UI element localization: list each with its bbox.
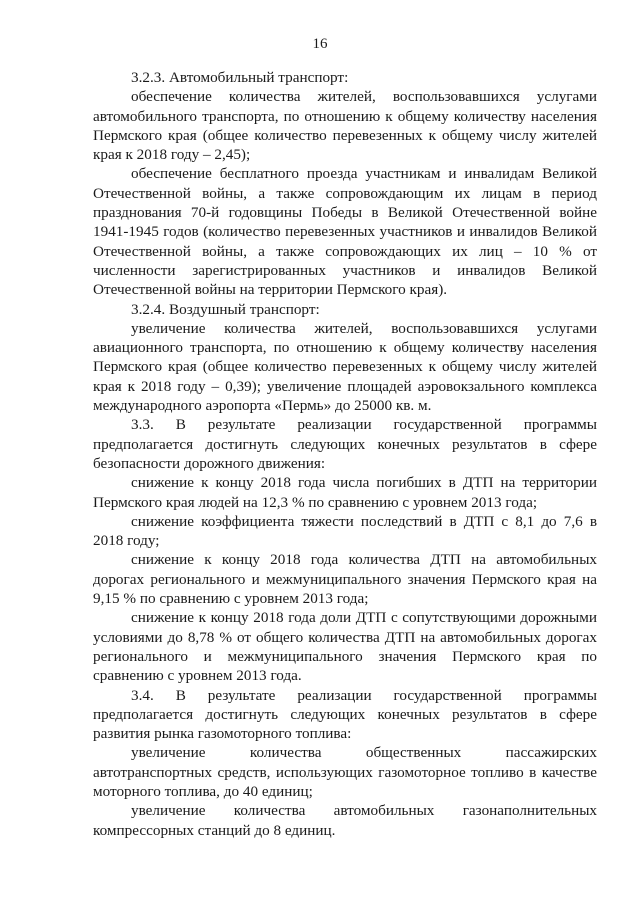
paragraph-3-3-road-safety: 3.3. В результате реализации государственной программы предполагается достигнуть следующих конечных результатов в сфере безопасности дорожного движения:: [93, 416, 597, 472]
paragraph-severity-coefficient: снижение коэффициента тяжести последствий в ДТП с 8,1 до 7,6 в 2018 году;: [93, 512, 597, 550]
paragraph-gas-vehicles: увеличение количества общественных пассажирских автотранспортных средств, использующих газомоторное топливо в качестве моторного топлива, до 40 единиц;: [93, 744, 597, 800]
paragraph-accidents-reduction: снижение к концу 2018 года количества ДТП на автомобильных дорогах регионального и межмуниципального значения Пермского края на 9,15 % по сравнению с уровнем 2013 года;: [93, 551, 597, 608]
paragraph-gas-stations: увеличение количества автомобильных газонаполнительных компрессорных станций до 8 единиц.: [93, 802, 597, 839]
paragraph-3-4-gas-fuel: 3.4. В результате реализации государственной программы предполагается достигнуть следующих конечных результатов в сфере развития рынка газомоторного топлива:: [93, 686, 597, 743]
paragraph-road-conditions-share: снижение к концу 2018 года доли ДТП с сопутствующими дорожными условиями до 8,78 % от общего количества ДТП на автомобильных дорогах регионального и межмуниципального значения Пермского края по сравнению с уровнем 2013 года.: [93, 609, 597, 685]
page-number: 16: [312, 36, 328, 52]
paragraph-free-travel-veterans: обеспечение бесплатного проезда участникам и инвалидам Великой Отечественной войны, а также сопровождающим их лицам в период празднования 70-й годовщины Победы в Великой Отечественной войне 1941-1945 годов (количество перевезенных участников и инвалидов Великой Отечественной войны, а также сопровождающих их лиц – 10 % от численности зарегистрированных участников и инвалидов Великой Отечественной войны на территории Пермского края).: [93, 165, 597, 299]
paragraph-fatalities-reduction: снижение к концу 2018 года числа погибших в ДТП на территории Пермского края людей на 12,3 % по сравнению с уровнем 2013 года;: [93, 474, 597, 511]
heading-3-2-3: 3.2.3. Автомобильный транспорт:: [131, 69, 349, 86]
document-body: [93, 68, 597, 840]
paragraph-auto-transport-usage: обеспечение количества жителей, воспользовавшихся услугами автомобильного транспорта, по отношению к общему количеству населения Пермского края (общее количество перевезенных к общему числу жителей края к 2018 году – 2,45);: [93, 88, 597, 164]
heading-3-2-4: 3.2.4. Воздушный транспорт:: [131, 300, 320, 318]
paragraph-air-transport-usage: увеличение количества жителей, воспользовавшихся услугами авиационного транспорта, по отношению к общему количеству населения Пермского края (общее количество перевезенных к общему числу жителей края к 2018 году – 0,39); увеличение площадей аэровокзального комплекса международного аэропорта «Пермь» до 25000 кв. м.: [93, 319, 597, 415]
